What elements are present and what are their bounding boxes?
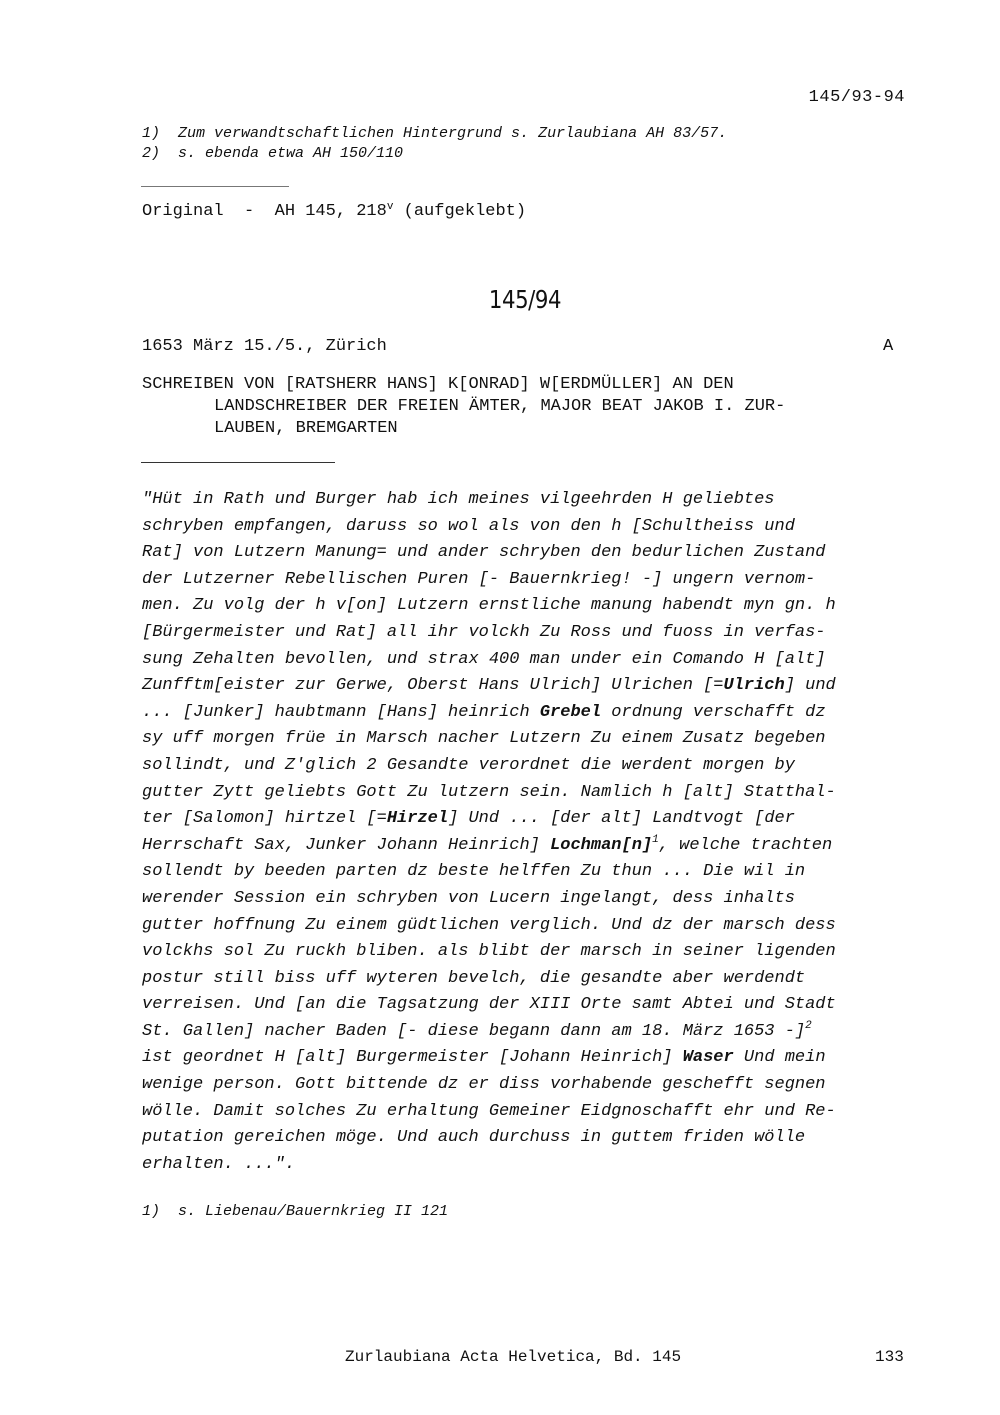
body-line: postur still biss uff wyteren bevelch, die gesandte aber werdendt [142,968,806,988]
letter-body [142,487,912,1178]
body-line: der Lutzerner Rebellischen Puren [- Bauernkrieg! -] ungern vernom- [142,569,816,589]
body-line: sy uff morgen früe in Marsch nacher Lutzern Zu einem Zusatz begeben [142,729,826,749]
body-line [142,806,912,833]
bottom-footnote-1: 1) s. Liebenau/Bauernkrieg II 121 [142,1203,449,1220]
body-line: sung Zehalten bevollen, und strax 400 man under ein Comando H [alt] [142,649,826,669]
text-segment: ter [Salomon] hirtzel [= [142,809,387,829]
body-line [142,1019,912,1046]
body-line [142,700,912,727]
original-suffix: (aufgeklebt) [393,202,527,221]
body-line: verreisen. Und [an die Tagsatzung der XIII Orte samt Abtei und Stadt [142,995,836,1015]
name-hirzel: Hirzel [386,809,449,829]
document-heading [142,374,902,440]
original-prefix: Original - AH 145, 218 [142,202,387,221]
body-line: sollindt, und Z'glich 2 Gesandte verordnet die werdent morgen by [142,755,795,775]
document-type-letter: A [883,337,894,356]
heading-line: LANDSCHREIBER DER FREIEN ÄMTER, MAJOR BEAT JAKOB I. ZUR- [214,397,786,416]
text-segment: ordnung verschafft dz [601,702,826,722]
body-line: putation gereichen möge. Und auch durchuss in guttem friden wölle [142,1128,806,1148]
text-segment: ] Und ... [der alt] Landtvogt [der [448,809,795,829]
body-line: wölle. Damit solches Zu erhaltung Gemeiner Eidgnoschafft ehr und Re- [142,1101,836,1121]
body-line: erhalten. ...". [142,1154,296,1174]
footnote-divider [141,186,289,187]
footnote-ref-2: 2 [805,1019,812,1032]
name-waser: Waser [682,1048,734,1068]
body-line: volckhs sol Zu ruckh bliben. als blibt der marsch in seiner ligenden [142,942,836,962]
original-source [142,202,526,221]
body-line: "Hüt in Rath und Burger hab ich meines vilgeehrden H geliebtes [142,490,775,509]
body-line: Rat] von Lutzern Manung= und ander schryben den bedurlichen Zustand [142,543,826,563]
date-place: 1653 März 15./5., Zürich [142,337,387,356]
top-footnote-1: 1) Zum verwandtschaftlichen Hintergrund s. Zurlaubiana AH 83/57. [142,125,728,142]
verso-superscript: v [386,201,394,213]
text-segment: , welche trachten [658,835,833,855]
body-line [142,833,912,860]
text-segment: Herrschaft Sax, Junker Johann Heinrich] [142,835,551,855]
page-number: 133 [875,1348,904,1366]
name-ulrich: Ulrich [723,676,785,696]
body-line: wenige person. Gott bittende dz er diss vorhabende geschefft segnen [142,1075,826,1095]
heading-line: SCHREIBEN VON [RATSHERR HANS] K[ONRAD] W[ERDMÜLLER] AN DEN [142,375,734,394]
body-line: sollendt by beeden parten dz beste helffen Zu thun ... Die wil in [142,862,806,882]
body-line: werender Session ein schryben von Lucern ingelangt, dess inhalts [142,888,795,908]
text-segment: Zunfftm[eister zur Gerwe, Oberst Hans Ulrich] Ulrichen [= [142,676,724,696]
footer-title: Zurlaubiana Acta Helvetica, Bd. 145 [345,1348,682,1366]
heading-line: LAUBEN, BREMGARTEN [214,419,398,438]
text-segment: ... [Junker] haubtmann [Hans] heinrich [142,702,540,722]
text-segment: Und mein [733,1048,826,1068]
document-number: 145/94 [488,285,562,314]
text-segment: St. Gallen] nacher Baden [- diese begann dann am 18. März 1653 -] [142,1021,806,1041]
name-grebel: Grebel [539,702,602,722]
page-reference: 145/93-94 [808,88,905,107]
body-line: gutter hoffnung Zu einem güdtlichen verglich. Und dz der marsch dess [142,915,836,935]
heading-divider [141,462,335,463]
footnote-ref-1: 1 [652,833,659,846]
body-line: men. Zu volg der h v[on] Lutzern ernstliche manung habendt myn gn. h [142,596,836,616]
body-line: gutter Zytt geliebts Gott Zu lutzern sein. Namlich h [alt] Statthal- [142,782,836,802]
body-line: [Bürgermeister und Rat] all ihr volckh Zu Ross und fuoss in verfas- [142,622,826,642]
body-line [142,1045,912,1072]
text-segment: ] und [784,676,836,696]
text-segment: ist geordnet H [alt] Burgermeister [Johann Heinrich] [142,1048,683,1068]
body-line [142,673,912,700]
name-lochmann: Lochman[n] [550,835,653,855]
top-footnote-2: 2) s. ebenda etwa AH 150/110 [142,145,404,162]
body-line: schryben empfangen, daruss so wol als von den h [Schultheiss und [142,516,795,536]
